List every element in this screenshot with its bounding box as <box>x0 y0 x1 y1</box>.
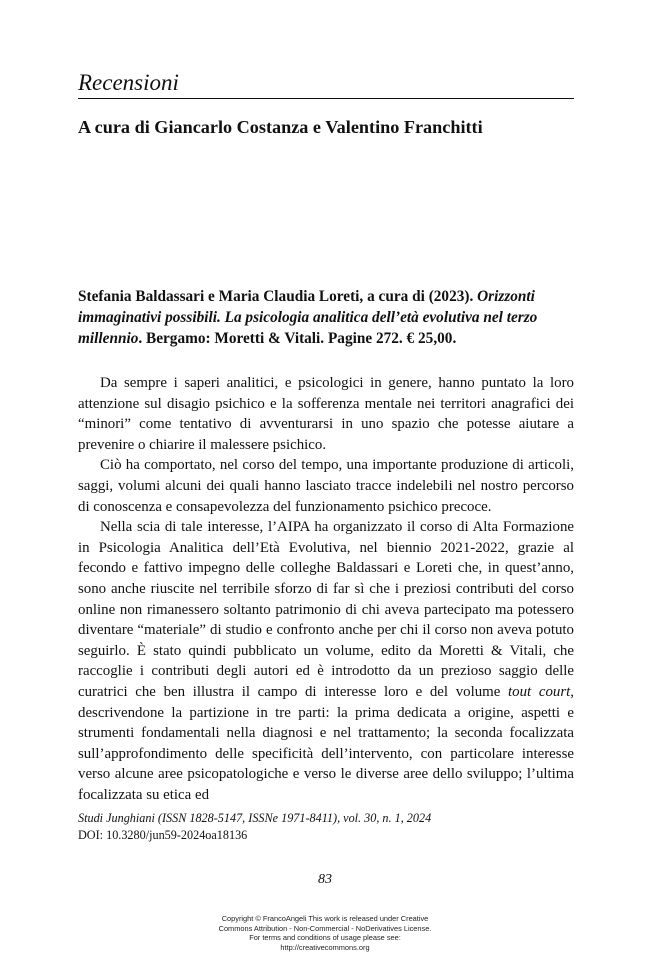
paragraph-3-text-after: , descrivendone la partizione in tre parti: la prima dedicata a origine, aspetti e strumenti fondamentali nella diagnosi e nel trattamento; la seconda focalizzata sull’approfondimento delle specificità dell’intervento, con particolare interesse verso alcune aree psicopatologiche e verso le diverse aree dello sviluppo; l’ultima focalizzata su etica ed <box>78 683 574 803</box>
reference-publication: . Bergamo: Moretti & Vitali. Pagine 272. € 25,00. <box>138 330 457 347</box>
paragraph-3-italic: tout court <box>508 683 571 700</box>
reference-title: Orizzonti immaginativi possibili. La psicologia analitica dell’età evolutiva nel terzo millennio <box>78 288 538 347</box>
paragraph-3-text-before: Nella scia di tale interesse, l’AIPA ha organizzato il corso di Alta Formazione in Psicologia Analitica dell’Età Evolutiva, nel biennio 2021-2022, grazie al fecondo e fattivo impegno delle colleghe Baldassari e Loreti che, in quest’anno, sono anche riuscite nel terribile sforzo di far sì che i preziosi contributi del corso online non rimanessero soltanto patrimonio di chi aveva partecipato ma potessero diventare “materiale” di studio e confronto anche per chi il corso non aveva potuto seguirlo. È stato quindi pubblicato un volume, edito da Moretti & Vitali, che raccoglie i contributi degli autori ed è introdotto da un prezioso saggio delle curatrici che ben illustra il campo di interesse loro e del volume <box>78 519 574 700</box>
footer-citation <box>78 810 578 844</box>
journal-citation: Studi Junghiani (ISSN 1828-5147, ISSNe 1971-8411), vol. 30, n. 1, 2024 <box>78 811 432 825</box>
license-line: For terms and conditions of usage please see: <box>249 933 401 942</box>
doi: DOI: 10.3280/jun59-2024oa18136 <box>78 828 248 842</box>
license-notice <box>0 914 650 952</box>
book-reference <box>78 286 574 349</box>
editors-line: A cura di Giancarlo Costanza e Valentino Franchitti <box>78 117 483 137</box>
license-line: Copyright © FrancoAngeli This work is released under Creative <box>221 914 429 923</box>
license-line: Commons Attribution - Non-Commercial - NoDerivatives License. <box>218 923 432 933</box>
paragraph-2: Ciò ha comportato, nel corso del tempo, una importante produzione di articoli, saggi, volumi alcuni dei quali hanno lasciato tracce indelebili nel nostro percorso di conoscenza e consapevolezza del funzionamento psichico precoce. <box>78 457 574 515</box>
license-link[interactable]: http://creativecommons.org <box>280 942 370 952</box>
section-title: Recensioni <box>78 70 179 95</box>
review-body <box>78 373 574 805</box>
reference-authors: Stefania Baldassari e Maria Claudia Loreti, a cura di (2023). <box>78 288 478 305</box>
paragraph-1: Da sempre i saperi analitici, e psicologici in genere, hanno puntato la loro attenzione sul disagio psichico e la sofferenza mentale nei territori anagrafici dei “minori” come tentativo di avventurarsi in uno spazio che potesse aiutare a prevenire o chiarire il malessere psichico. <box>78 375 574 453</box>
page-number: 83 <box>318 872 332 887</box>
paragraph-3 <box>78 517 574 805</box>
header-rule <box>78 98 574 99</box>
